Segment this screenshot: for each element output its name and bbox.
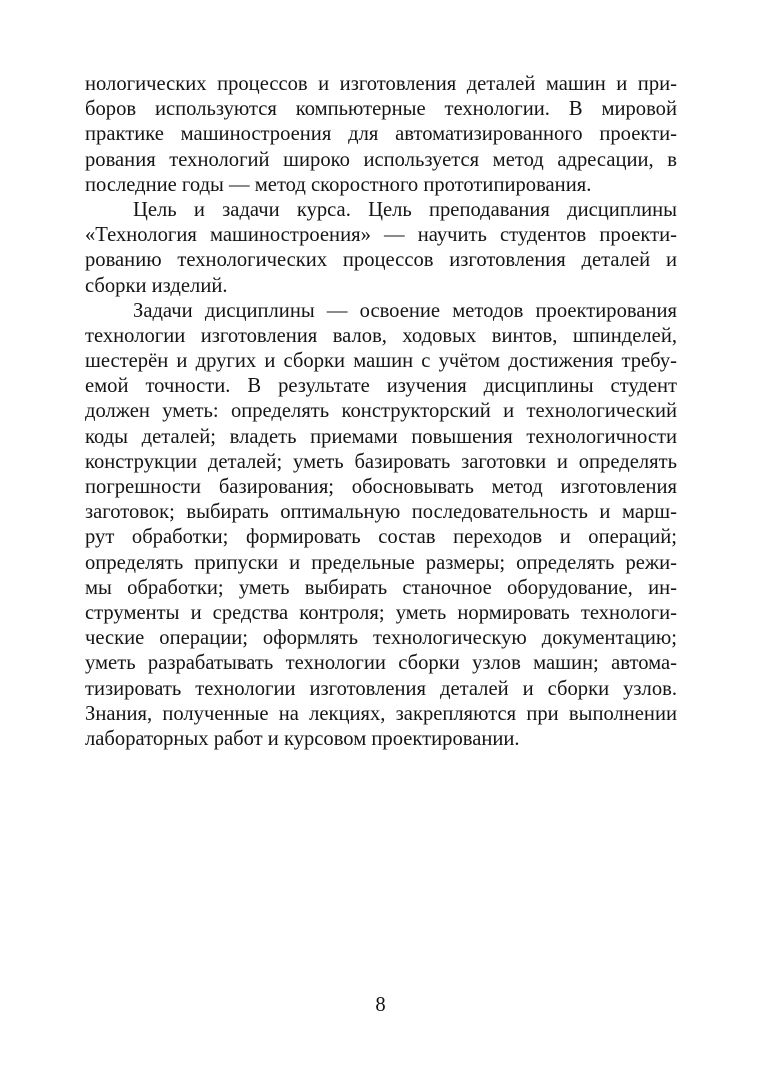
text-line: практике машиностроения для автоматизированного проекти- [85, 123, 677, 146]
body-text [85, 72, 677, 752]
text-line: Цель и задачи курса. Цель преподавания дисциплины [133, 198, 677, 221]
text-line: рования технологий широко используется метод адресации, в [85, 148, 677, 171]
text-line: рованию технологических процессов изготовления деталей и [85, 249, 677, 272]
text-line: струменты и средства контроля; уметь нормировать технологи- [85, 601, 677, 624]
text-line: Задачи дисциплины — освоение методов проектирования [133, 299, 677, 322]
text-line: емой точности. В результате изучения дисциплины студент [85, 375, 677, 398]
text-line: рут обработки; формировать состав переходов и операций; [85, 526, 677, 549]
text-line: конструкции деталей; уметь базировать заготовки и определять [85, 450, 677, 473]
text-line: уметь разрабатывать технологии сборки узлов машин; автома- [85, 652, 677, 675]
paragraph-course-tasks [85, 299, 677, 752]
text-line: заготовок; выбирать оптимальную последовательность и марш- [85, 501, 677, 524]
text-line: коды деталей; владеть приемами повышения технологичности [85, 425, 677, 448]
text-line: последние годы — метод скоростного прототипирования. [85, 173, 592, 196]
text-line: мы обработки; уметь выбирать станочное оборудование, ин- [85, 576, 677, 599]
text-line: должен уметь: определять конструкторский и технологический [85, 400, 677, 423]
text-line: боров используются компьютерные технологии. В мировой [85, 98, 677, 121]
text-line: сборки изделий. [85, 274, 228, 297]
text-line: шестерён и других и сборки машин с учётом достижения требу- [85, 350, 677, 373]
text-line: Знания, полученные на лекциях, закрепляются при выполнении [85, 702, 677, 725]
text-line: нологических процессов и изготовления деталей машин и при- [85, 73, 677, 95]
text-line: лабораторных работ и курсовом проектировании. [85, 727, 520, 750]
text-line: определять припуски и предельные размеры; определять режи- [85, 551, 677, 574]
text-line: «Технология машиностроения» — научить студентов проекти- [85, 224, 677, 247]
text-line: тизировать технологии изготовления деталей и сборки узлов. [85, 677, 677, 700]
text-line: технологии изготовления валов, ходовых винтов, шпинделей, [85, 324, 677, 347]
text-line: ческие операции; оформлять технологическую документацию; [85, 627, 677, 650]
paragraph-course-goal [85, 198, 677, 299]
page-number: 8 [375, 994, 386, 1016]
text-line: погрешности базирования; обосновывать метод изготовления [85, 476, 677, 498]
paragraph-continuation [85, 72, 677, 198]
